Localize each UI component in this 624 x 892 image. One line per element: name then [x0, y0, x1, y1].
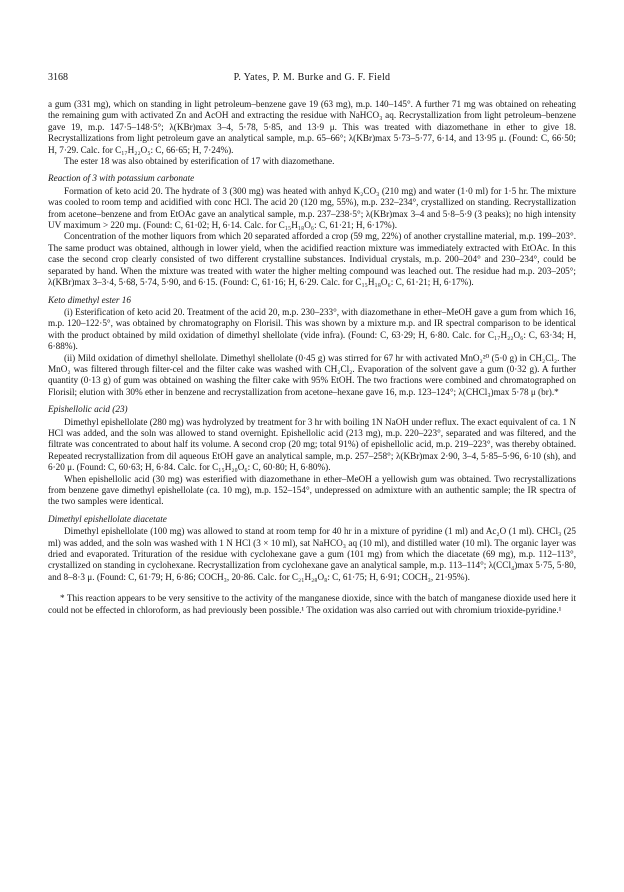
paragraph: Concentration of the mother liquors from which 20 separated afforded a crop (59 mg, 22%) of another crystalline material, m.p. 199–203°. The same product was obtained, although in lower yield, when the acidified reaction mixture was immediately extracted with EtOAc. In this case the second crop clearly consisted of two different crystalline substances. Individual crystals, m.p. 200–204° and 230–234°, could be separated by hand. When the mixture was treated with water the higher melting compound was leached out. The residue had m.p. 203–205°; λ(KBr)max 3–3·4, 5·68, 5·74, 5·90, and 6·15. (Found: C, 61·16; H, 6·29. Calc. for C₁₅H₁₈O₆: C, 61·21; H, 6·17%).: [48, 231, 576, 288]
paragraph: Formation of keto acid 20. The hydrate of 3 (300 mg) was heated with anhyd K₂CO₃ (210 mg) and water (1·0 ml) for 1·5 hr. The mixture was cooled to room temp and acidified with conc HCl. The acid 20 (120 mg, 55%), m.p. 232–234°, crystallized on standing. Recrystallization from acetone–benzene and from EtOAc gave an analytical sample, m.p. 237–238·5°; λ(KBr)max 3–4 and 5·8–5·9 (3 peaks); no high intensity UV maximum > 220 mμ. (Found: C, 61·02; H, 6·14. Calc. for C₁₅H₁₈O₆: C, 61·21; H, 6·17%).: [48, 185, 576, 231]
section-heading: Epishellolic acid (23): [48, 404, 128, 415]
paragraph: (i) Esterification of keto acid 20. Treatment of the acid 20, m.p. 230–233°, with diazomethane in ether–MeOH gave a gum from which 16, m.p. 120–122·5°, was obtained by chromatography on Florisil. This was shown by a mixture m.p. and IR spectral comparison to be identical with the product obtained by mild oxidation of dimethyl shellolate (vide infra). (Found: C, 63·29; H, 6·80. Calc. for C₁₇H₂₂O₆: C, 63·34; H, 6·88%).: [48, 306, 576, 352]
paragraph: The ester 18 was also obtained by esterification of 17 with diazomethane.: [64, 156, 335, 167]
page-header: [48, 72, 576, 86]
paragraph: Dimethyl epishellolate (280 mg) was hydrolyzed by treatment for 3 hr with boiling 1N NaOH under reflux. The exact equivalent of ca. 1 N HCl was added, and the soln was allowed to stand overnight. Epishellolic acid (213 mg), m.p. 220–223°, separated and was filtered, and the filtrate was concentrated to about half its volume. A second crop (20 mg; total 91%) of epishellolic acid, m.p. 219–223°, was thereby obtained. Repeated recrystallization from dil aqueous EtOH gave an analytical sample, m.p. 257–258°; λ(KBr)max 2·90, 3–4, 5·85–5·96, 6·10 (sh), and 6·20 μ. (Found: C, 60·63; H, 6·84. Calc. for C₁₅H₂₀O₆: C, 60·80; H, 6·80%).: [48, 416, 576, 473]
footnote: * This reaction appears to be very sensitive to the activity of the manganese dioxide, since with the batch of manganese dioxide used here it could not be effected in chloroform, as had previously been possible.¹ The oxidation was also carried out with chromium trioxide-pyridine.¹: [48, 593, 576, 615]
section-heading: Reaction of 3 with potassium carbonate: [48, 173, 195, 184]
article-body: [48, 99, 576, 616]
paragraph: Dimethyl epishellolate (100 mg) was allowed to stand at room temp for 40 hr in a mixture of pyridine (1 ml) and Ac₂O (1 ml). CHCl₃ (25 ml) was added, and the soln was washed with 1 N HCl (3 × 10 ml), sat NaHCO₃ aq (10 ml), and distilled water (10 ml). The organic layer was dried and evaporated. Trituration of the residue with cyclohexane gave a gum (101 mg) from which the diacetate (69 mg), m.p. 112–113°, crystallized on standing in cyclohexane. Recrystallization from cyclohexane gave an analytical sample, m.p. 113–114°; λ(CCl₄)max 5·75, 5·80, and 8–8·3 μ. (Found: C, 61·79; H, 6·86; COCH₃, 20·86. Calc. for C₂₁H₂₈O₈: C, 61·75; H, 6·91; COCH₃, 21·95%).: [48, 526, 576, 582]
page-number: 3168: [48, 72, 68, 83]
paragraph: a gum (331 mg), which on standing in light petroleum–benzene gave 19 (63 mg), m.p. 140–145°. A further 71 mg was obtained on reheating the remaining gum with activated Zn and AcOH and extracting the residue with NaHCO₃ aq. Recrystallization from light petroleum–benzene gave 19, m.p. 147·5–148·5°; λ(KBr)max 3–4, 5·78, 5·85, and 13·9 μ. This was treated with diazomethane in ether to give 18. Recrystallizations from light petroleum gave an analytical sample, m.p. 65–66°; λ(KBr)max 5·73–5·77, 6·14, and 13·95 μ. (Found: C, 66·50; H, 7·29. Calc. for C₁₇H₂₂O₅: C, 66·65; H, 7·24%).: [48, 99, 576, 155]
section-heading: Dimethyl epishellolate diacetate: [48, 513, 167, 524]
section-heading: Keto dimethyl ester 16: [48, 294, 131, 305]
running-title: P. Yates, P. M. Burke and G. F. Field: [233, 72, 391, 83]
paragraph: (ii) Mild oxidation of dimethyl shellolate. Dimethyl shellolate (0·45 g) was stirred for 67 hr with activated MnO₂²⁰ (5·0 g) in CH₂Cl₂. The MnO₂ was filtered through filter-cel and the filter cake was washed with CH₂Cl₂. Evaporation of the solvent gave a gum (0·32 g). A further quantity (0·13 g) of gum was obtained on washing the filter cake with 95% EtOH. The two fractions were combined and chromatographed on Florisil; elution with 30% ether in benzene and recrystallization from acetone–hexane gave 16, m.p. 123–124°; λ(CHCl₃)max 5·78 μ (br).*: [48, 352, 576, 397]
paragraph: When epishellolic acid (30 mg) was esterified with diazomethane in ether–MeOH a yellowish gum was obtained. Two recrystallizations from benzene gave dimethyl epishellolate (ca. 10 mg), m.p. 152–154°, undepressed on admixture with an authentic sample; the IR spectra of the two samples were identical.: [48, 473, 576, 507]
